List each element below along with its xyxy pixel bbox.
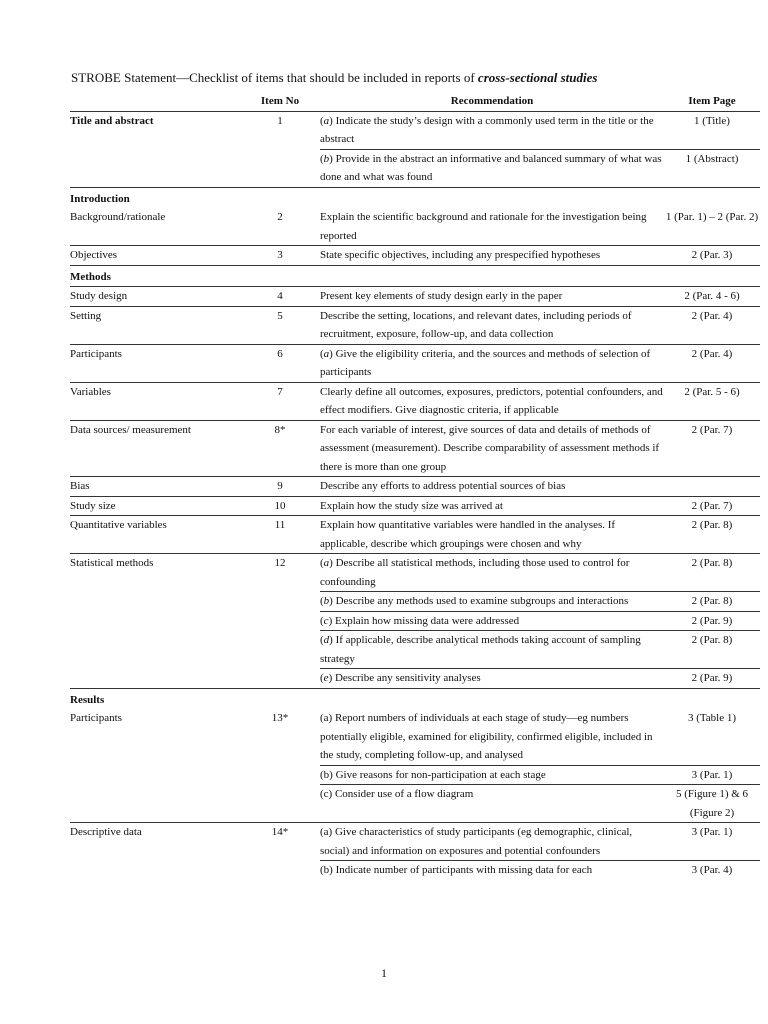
table-row <box>70 785 760 823</box>
table-row <box>70 208 760 246</box>
item-number-cell: 3 <box>240 246 320 266</box>
recommendation-cell <box>320 306 664 344</box>
empty-cell <box>240 265 320 287</box>
recommendation-cell: (e) Describe any sensitivity analyses <box>320 669 664 689</box>
item-number-cell: 8* <box>240 420 320 477</box>
sub-item-letter: b <box>323 595 330 607</box>
table-row <box>70 344 760 382</box>
topic-cell: Setting <box>70 306 240 344</box>
recommendation-text: Describe the setting, locations, and relevant dates, including periods of recruitment, exposure, follow-up, and data collection <box>320 309 632 340</box>
recommendation-cell <box>320 477 664 497</box>
table-row <box>70 306 760 344</box>
item-page-cell <box>664 477 760 497</box>
recommendation-text: Explain the scientific background and rationale for the investigation being reported <box>320 211 647 242</box>
item-number-cell: 9 <box>240 477 320 497</box>
recommendation-cell: (b) Provide in the abstract an informative and balanced summary of what was done and what was found <box>320 149 664 187</box>
item-number-cell: 12 <box>274 557 286 569</box>
table-row <box>70 111 760 149</box>
item-page-cell: 2 (Par. 7) <box>664 496 760 516</box>
recommendation-cell <box>320 709 664 765</box>
item-number-cell: 5 <box>240 306 320 344</box>
empty-cell <box>664 187 760 208</box>
recommendation-cell: (c) Explain how missing data were addressed <box>320 611 664 631</box>
section-heading-row <box>70 187 760 208</box>
recommendation-text: Explain how quantitative variables were handled in the analyses. If applicable, describe which groupings were chosen and why <box>320 519 616 550</box>
item-page-cell: 2 (Par. 8) <box>664 631 760 669</box>
table-row <box>70 669 760 689</box>
item-page-cell: 2 (Par. 9) <box>664 611 760 631</box>
table-row <box>70 631 760 669</box>
item-page-cell: 2 (Par. 3) <box>664 246 760 266</box>
empty-cell <box>240 688 320 709</box>
empty-cell <box>320 187 664 208</box>
topic-cell: Descriptive data <box>70 826 142 838</box>
item-page-cell: 1 (Par. 1) – 2 (Par. 2) <box>664 208 760 246</box>
item-page-cell: 3 (Par. 1) <box>664 765 760 785</box>
sub-item-letter: d <box>323 634 330 646</box>
empty-cell <box>320 688 664 709</box>
item-page-cell: 2 (Par. 4) <box>664 306 760 344</box>
recommendation-cell <box>320 208 664 246</box>
table-row <box>70 861 760 880</box>
item-number-cell: 4 <box>240 287 320 307</box>
sub-item-letter: a <box>323 347 330 360</box>
section-heading: Results <box>70 693 105 706</box>
recommendation-text: Describe any efforts to address potential sources of bias <box>320 480 566 492</box>
recommendation-text: If applicable, describe analytical methods taking account of sampling strategy <box>320 634 641 665</box>
topic-cell <box>70 631 240 669</box>
table-row <box>70 516 760 554</box>
sub-item-letter: c <box>323 614 329 627</box>
recommendation-cell <box>320 785 664 823</box>
item-number-cell: 1 <box>277 114 283 127</box>
item-number-cell: 11 <box>240 516 320 554</box>
empty-cell <box>320 265 664 287</box>
table-row <box>70 496 760 516</box>
table-row <box>70 611 760 631</box>
header-topic <box>70 92 240 111</box>
table-row <box>70 382 760 420</box>
recommendation-cell <box>320 382 664 420</box>
recommendation-text: (a) Give characteristics of study participants (eg demographic, clinical, social) and information on exposures and potential confounders <box>320 826 633 857</box>
topic-cell <box>70 149 240 187</box>
recommendation-cell <box>320 765 664 785</box>
item-number-cell <box>240 592 320 612</box>
recommendation-text: Describe all statistical methods, including those used to control for confounding <box>320 557 630 588</box>
empty-cell <box>240 187 320 208</box>
table-body <box>70 111 760 880</box>
recommendation-text: (b) Give reasons for non-participation at each stage <box>320 768 546 781</box>
recommendation-cell: (d) If applicable, describe analytical methods taking account of sampling strategy <box>320 631 664 669</box>
table-row <box>70 420 760 477</box>
recommendation-cell <box>320 420 664 477</box>
sub-item-letter: b <box>323 152 330 165</box>
item-page-cell: 2 (Par. 5 - 6) <box>664 382 760 420</box>
topic-cell: Participants <box>70 712 122 724</box>
recommendation-text: For each variable of interest, give sources of data and details of methods of assessment (measurement). Describe comparability of assessment methods if there is more than one group <box>320 423 660 473</box>
recommendation-text: (b) Indicate number of participants with missing data for each <box>320 864 593 876</box>
section-heading: Introduction <box>70 192 130 205</box>
section-heading-row <box>70 265 760 287</box>
topic-cell: Quantitative variables <box>70 516 240 554</box>
document-title <box>71 70 597 86</box>
topic-cell <box>70 861 240 880</box>
topic-cell: Objectives <box>70 246 240 266</box>
sub-item-letter: a <box>323 557 330 569</box>
table-header-row <box>70 92 760 111</box>
recommendation-cell: (a) Give the eligibility criteria, and the sources and methods of selection of participants <box>320 344 664 382</box>
sub-item-letter: e <box>323 672 329 684</box>
topic-cell: Participants <box>70 344 240 382</box>
topic-cell: Study size <box>70 496 240 516</box>
item-number-cell <box>240 149 320 187</box>
recommendation-text: Describe any sensitivity analyses <box>334 672 481 684</box>
section-heading: Methods <box>70 265 240 287</box>
topic-cell: Variables <box>70 382 240 420</box>
recommendation-text: (c) Consider use of a flow diagram <box>320 788 474 800</box>
recommendation-cell: (b) Describe any methods used to examine subgroups and interactions <box>320 592 664 612</box>
item-number-cell: 6 <box>240 344 320 382</box>
item-page-cell: 3 (Par. 4) <box>691 864 733 876</box>
item-page-cell: 3 (Par. 1) <box>664 823 760 861</box>
item-page-cell: 2 (Par. 7) <box>664 420 760 477</box>
item-page-cell: 2 (Par. 4 - 6) <box>664 287 760 307</box>
item-number-cell: 7 <box>240 382 320 420</box>
recommendation-text: Explain how the study size was arrived at <box>320 499 503 512</box>
header-item-no: Item No <box>260 95 300 107</box>
page-number: 1 <box>381 966 387 980</box>
topic-cell <box>70 765 240 785</box>
recommendation-cell: (a) Describe all statistical methods, including those used to control for confounding <box>320 554 664 592</box>
recommendation-cell <box>320 516 664 554</box>
table-row <box>70 246 760 266</box>
strobe-checklist-table <box>70 92 760 880</box>
item-number-cell <box>240 861 320 880</box>
topic-cell <box>70 785 240 823</box>
topic-cell: Data sources/ measurement <box>70 420 240 477</box>
item-page-cell: 5 (Figure 1) & 6 (Figure 2) <box>664 785 760 823</box>
item-number-cell <box>240 785 320 823</box>
item-page-cell: 2 (Par. 8) <box>664 592 760 612</box>
recommendation-text: (a) Report numbers of individuals at each stage of study—eg numbers potentially eligible, examined for eligibility, confirmed eligible, included in the study, completing follow-up, and analysed <box>320 712 653 761</box>
section-heading-row <box>70 688 760 709</box>
recommendation-text: Clearly define all outcomes, exposures, predictors, potential confounders, and effect modifiers. Give diagnostic criteria, if applicable <box>320 385 663 416</box>
item-number-cell <box>240 611 320 631</box>
recommendation-cell <box>320 861 664 880</box>
recommendation-text: Give the eligibility criteria, and the sources and methods of selection of participants <box>320 347 651 378</box>
item-number-cell <box>240 765 320 785</box>
recommendation-text: Present key elements of study design early in the paper <box>320 290 563 302</box>
topic-cell: Study design <box>70 287 240 307</box>
table-row <box>70 287 760 307</box>
item-number-cell: 13* <box>271 712 289 724</box>
item-number-cell: 2 <box>240 208 320 246</box>
table-row <box>70 149 760 187</box>
item-page-cell: 2 (Par. 8) <box>664 554 760 592</box>
recommendation-text: Describe any methods used to examine subgroups and interactions <box>335 595 629 607</box>
recommendation-text: Indicate the study’s design with a commonly used term in the title or the abstract <box>320 114 654 145</box>
table-row <box>70 823 760 861</box>
item-page-cell: 2 (Par. 4) <box>664 344 760 382</box>
item-page-cell: 1 (Abstract) <box>664 149 760 187</box>
table-row <box>70 477 760 497</box>
topic-cell <box>70 669 240 689</box>
item-number-cell <box>240 631 320 669</box>
topic-cell: Bias <box>70 477 240 497</box>
table-row <box>70 592 760 612</box>
item-number-cell: 10 <box>240 496 320 516</box>
empty-cell <box>664 688 760 709</box>
item-page-cell: 1 (Title) <box>664 111 760 149</box>
table-row <box>70 554 760 592</box>
recommendation-cell: (a) Indicate the study’s design with a commonly used term in the title or the abstract <box>320 111 664 149</box>
empty-cell <box>664 265 760 287</box>
item-page-cell: 2 (Par. 9) <box>664 669 760 689</box>
header-item-page: Item Page <box>688 95 736 107</box>
item-page-cell: 2 (Par. 8) <box>664 516 760 554</box>
topic-cell: Statistical methods <box>70 557 154 569</box>
recommendation-text: Provide in the abstract an informative and balanced summary of what was done and what was found <box>320 152 662 183</box>
table-row <box>70 765 760 785</box>
topic-cell <box>70 592 240 612</box>
table-row <box>70 709 760 765</box>
topic-cell: Background/rationale <box>70 208 240 246</box>
recommendation-cell <box>320 823 664 861</box>
sub-item-letter: a <box>323 114 330 127</box>
title-emphasis: cross-sectional studies <box>477 70 598 85</box>
recommendation-cell <box>320 287 664 307</box>
item-number-cell <box>240 669 320 689</box>
recommendation-text: Explain how missing data were addressed <box>334 614 520 627</box>
topic-cell: Title and abstract <box>70 114 154 127</box>
recommendation-cell <box>320 496 664 516</box>
recommendation-cell <box>320 246 664 266</box>
header-recommendation: Recommendation <box>450 95 534 107</box>
topic-cell <box>70 611 240 631</box>
item-page-cell: 3 (Table 1) <box>664 709 760 765</box>
title-text: STROBE Statement—Checklist of items that should be included in reports of <box>71 70 478 85</box>
recommendation-text: State specific objectives, including any prespecified hypotheses <box>320 249 601 261</box>
item-number-cell: 14* <box>271 826 289 838</box>
